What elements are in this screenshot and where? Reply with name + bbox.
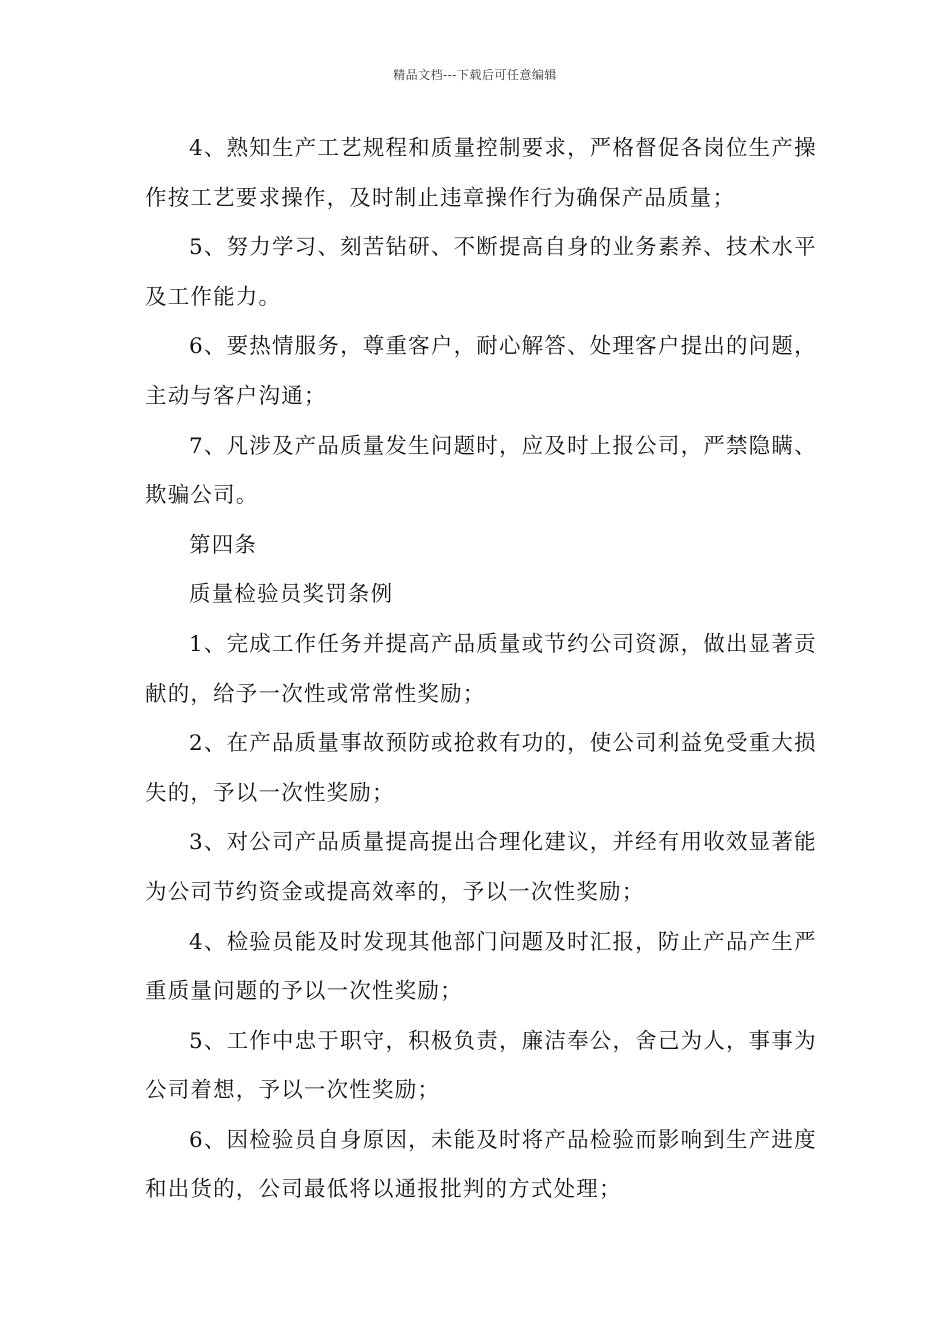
- section-subheading: 质量检验员奖罚条例: [189, 582, 394, 608]
- paragraph-line: 和出货的，公司最低将以通报批判的方式处理；: [145, 1177, 622, 1203]
- paragraph-line: 失的，予以一次性奖励；: [145, 780, 395, 806]
- paragraph-line: 6、要热情服务，尊重客户，耐心解答、处理客户提出的问题，: [189, 334, 817, 360]
- paragraph-line: 5、努力学习、刻苦钻研、不断提高自身的业务素养、技术水平: [189, 235, 817, 261]
- paragraph-line: 4、熟知生产工艺规程和质量控制要求，严格督促各岗位生产操: [189, 136, 817, 161]
- paragraph-line: 3、对公司产品质量提高提出合理化建议，并经有用收效显著能: [189, 830, 817, 856]
- paragraph-line: 欺骗公司。: [145, 483, 259, 509]
- paragraph-line: 重质量问题的予以一次性奖励；: [145, 979, 463, 1005]
- paragraph-line: 献的，给予一次性或常常性奖励；: [145, 681, 486, 707]
- paragraph-line: 6、因检验员自身原因，未能及时将产品检验而影响到生产进度: [189, 1127, 817, 1153]
- paragraph-line: 及工作能力。: [145, 284, 282, 310]
- paragraph-line: 公司着想，予以一次性奖励；: [145, 1078, 441, 1104]
- paragraph-line: 4、检验员能及时发现其他部门问题及时汇报，防止产品产生严: [189, 929, 817, 955]
- paragraph-line: 7、凡涉及产品质量发生问题时，应及时上报公司，严禁隐瞒、: [189, 433, 817, 459]
- paragraph-line: 为公司节约资金或提高效率的，予以一次性奖励；: [145, 879, 645, 905]
- paragraph-line: 主动与客户沟通；: [145, 383, 327, 409]
- section-heading: 第四条: [189, 532, 258, 558]
- paragraph-line: 作按工艺要求操作，及时制止违章操作行为确保产品质量；: [145, 185, 736, 211]
- paragraph-line: 2、在产品质量事故预防或抢救有功的，使公司利益免受重大损: [189, 731, 817, 757]
- document-body: [145, 124, 817, 1215]
- paragraph-line: 1、完成工作任务并提高产品质量或节约公司资源，做出显著贡: [189, 631, 817, 657]
- paragraph-line: 5、工作中忠于职守，积极负责，廉洁奉公，舍己为人，事事为: [189, 1028, 817, 1054]
- page-header: 精品文档---下载后可任意编辑: [393, 68, 557, 82]
